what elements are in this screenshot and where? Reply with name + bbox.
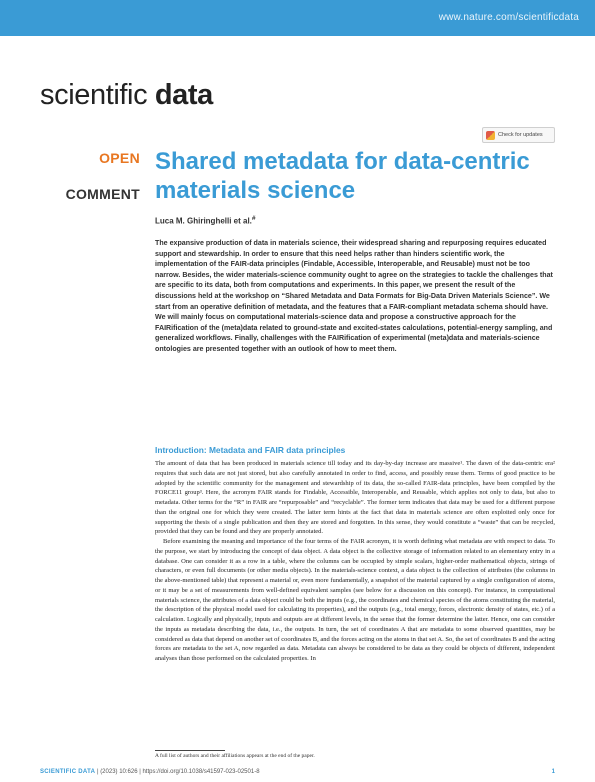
section-heading: Introduction: Metadata and FAIR data principles [155,445,346,455]
footer-separator: | [96,769,101,775]
footer-journal: SCIENTIFIC DATA [40,769,96,775]
author-mark: # [251,215,256,222]
body-text [155,459,555,664]
paragraph-1: The amount of data that has been produced in materials science till today and its day-by-day increase are massive¹. The dawn of the data-centric era² requires that such data are not just stored, but also carefully annotated in order to find, access, and possibly reuse them. Terms of good practice to be adopted by the scientific community for the management and stewardship of its data, the so-called FAIR-data principles, have been compiled by the FORCE11 group³. Here, the acronym FAIR stands for Findable, Accessible, Interoperable, and Reusable, which applies not only to data, but also to metadata. Other terms for the “R” in FAIR are “repurposable” and “recyclable”. The former term indicates that data may be used for a different purpose than the original one for which they were created. The latter term hints at the fact that data in materials science are often exploited only once for supporting the thesis of a single publication and then they are stored and forgotten. In this sense, they would constitute a “waste” that can be recycled, provided that they can be found and they are properly annotated. [155,460,555,536]
author-line [155,215,256,226]
check-for-updates-button[interactable] [482,127,555,143]
journal-logo[interactable] [40,79,213,112]
authors[interactable]: Luca M. Ghiringhelli et al. [155,216,252,226]
journal-name-light: scientific [40,79,155,111]
journal-url-link[interactable]: www.nature.com/scientificdata [438,12,579,23]
page-number: 1 [551,769,555,775]
crossmark-icon [486,131,495,140]
footnote: A full list of authors and their affiliations appears at the end of the paper. [155,753,315,759]
paragraph-2: Before examining the meaning and importance of the four terms of the FAIR acronym, it is worth defining what metadata are with respect to data. To the purpose, we start by introducing the concept of data object. A data object is the collective storage of information related to an elementary entry in a database. One can consider it as a row in a table, where the columns can be occupied by simple scalars, higher-order mathematical objects, strings of characters, or even full documents (or other media objects). In the materials-science context, a data object is the collection of attributes (the columns in the above-mentioned table) that represent a material or, even more fundamentally, a snapshot of the material captured by a single configuration of atoms, or it may be a set of measurements from well-defined equivalent samples (see below for a discussion on this concept). For instance, in computational materials science, the attributes of a data object could be both the inputs (e.g., the coordinates and chemical species of the atoms constituting the material, the description of the physical model used for calculating its properties), and the outputs (e.g., total energy, forces, electronic density of states, etc.) of a calculation. Logically and physically, inputs and outputs are at different levels, in the sense that the former determine the latter. Hence, one can consider the inputs as metadata describing the data, i.e., the outputs. In turn, the set of coordinates A that are metadata to some observed quantities, may be considered as data that depend on another set of coordinates B, and the forces acting on the atoms in that set A. So, the set of coordinates B and the acting forces are metadata to the set A, now regarded as data. Metadata can always be considered to be data as they could be objects of different, independent analyses than those performed on the calculated properties. In [155,538,555,662]
abstract: The expansive production of data in materials science, their widespread sharing and repurposing requires educated support and stewardship. In order to ensure that this need helps rather than hinders scientific work, the implementation of the FAIR-data principles (Findable, Accessible, Interoperable, and Reusable) must not be too narrow. Besides, the wider materials-science community ought to agree on the strategies to tackle the challenges that are specific to its data, both from computations and experiments. In this paper, we present the result of the discussions held at the workshop on “Shared Metadata and Data Formats for Big-Data Driven Materials Science”. We start from an operative definition of metadata, and the features that a FAIR-compliant metadata schema should have. We will mainly focus on computational materials-science data and propose a constructive approach for the FAIRification of the (meta)data related to ground-state and excited-states calculations, potential-energy sampling, and generalized workflows. Finally, challenges with the FAIRification of experimental (meta)data and materials-science ontologies are presented together with an outlook of how to meet them. [155,239,553,353]
footer-citation-link[interactable]: (2023) 10:626 | https://doi.org/10.1038/s41597-023-02501-8 [100,769,260,775]
open-access-label: OPEN [99,150,140,166]
article-type-label: COMMENT [65,186,140,202]
article-title: Shared metadata for data-centric materials science [155,148,530,204]
footnote-divider [155,750,225,751]
top-banner [0,0,595,36]
check-for-updates-label: Check for updates [498,132,543,138]
page-footer [40,769,555,775]
journal-name-bold: data [154,79,213,111]
